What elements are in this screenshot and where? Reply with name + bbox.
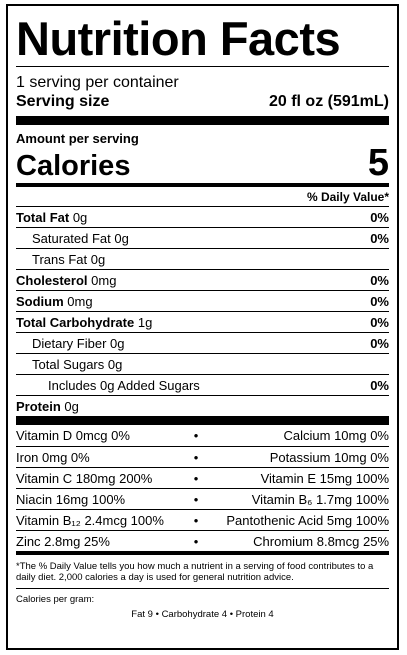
protein-calories: Protein 4 xyxy=(235,609,274,620)
nutrient-row-total-carbohydrate xyxy=(16,311,389,332)
serving-size-label: Serving size xyxy=(16,93,110,110)
carbohydrate-calories: Carbohydrate 4 xyxy=(161,609,228,620)
vitamin-left: Zinc 2.8mg 25% xyxy=(16,533,110,549)
nutrient-name: Dietary Fiber xyxy=(32,335,107,351)
calories-value: 5 xyxy=(367,142,389,184)
footnote: *The % Daily Value tells you how much a nutrient in a serving of food contributes to a daily diet. 2,000 calories a day is used for general nutrition advice. xyxy=(16,561,374,583)
nutrient-dv: 0% xyxy=(370,377,389,393)
nutrient-row-total-fat xyxy=(16,206,389,227)
vitamin-right: Potassium 10mg 0% xyxy=(269,449,389,465)
serving-size-value: 20 fl oz (591mL) xyxy=(268,93,389,110)
nutrient-name: Saturated Fat xyxy=(32,230,111,246)
amount-per-serving: Amount per serving xyxy=(16,131,139,146)
bullet-separator: • xyxy=(193,533,199,549)
nutrient-dv: 0% xyxy=(370,230,389,246)
nutrient-dv: 0% xyxy=(370,293,389,309)
bullet-separator: • xyxy=(193,470,199,486)
nutrient-row-dietary-fiber xyxy=(16,332,389,353)
vitamin-right: Chromium 8.8mcg 25% xyxy=(253,533,389,549)
vitamin-left: Vitamin D 0mcg 0% xyxy=(16,428,130,443)
nutrient-amount: 0mg xyxy=(91,272,117,288)
nutrient-dv: 0% xyxy=(370,272,389,288)
vitamin-row xyxy=(16,467,389,488)
calories-row xyxy=(16,142,389,184)
vitamin-right: Pantothenic Acid 5mg 100% xyxy=(226,512,389,528)
nutrient-row-added-sugars xyxy=(16,374,389,395)
nutrient-name: Includes 0g Added Sugars xyxy=(48,377,200,393)
calories-per-gram-label: Calories per gram: xyxy=(16,594,95,605)
vitamin-right: Calcium 10mg 0% xyxy=(283,428,389,443)
nutrient-name: Sodium xyxy=(16,293,64,309)
nutrient-dv: 0% xyxy=(370,335,389,351)
daily-value-header: % Daily Value* xyxy=(306,190,389,204)
nutrient-row-sodium xyxy=(16,290,389,311)
calories-label: Calories xyxy=(16,150,131,182)
nutrient-amount: 0g xyxy=(64,398,79,414)
nutrient-dv: 0% xyxy=(370,209,389,225)
nutrient-amount: 0g xyxy=(107,356,123,372)
nutrient-row-saturated-fat xyxy=(16,227,389,248)
nutrient-name: Total Fat xyxy=(16,209,70,225)
bullet-separator: • xyxy=(193,428,199,443)
vitamin-row xyxy=(16,509,389,530)
nutrient-amount: 0g xyxy=(114,230,129,246)
vitamins-section xyxy=(16,425,389,551)
bullet-separator: • xyxy=(193,449,199,465)
nutrient-row-trans-fat xyxy=(16,248,389,269)
fat-calories: Fat 9 xyxy=(131,609,153,620)
bullet-separator: • xyxy=(193,491,199,507)
nutrient-name: Total Sugars xyxy=(32,356,105,372)
serving-size-row xyxy=(16,92,389,116)
nutrient-amount: 0g xyxy=(110,335,125,351)
thick-divider xyxy=(16,416,389,425)
nutrient-amount: 0mg xyxy=(67,293,93,309)
nutrient-amount: 0g xyxy=(72,209,88,225)
vitamin-row xyxy=(16,446,389,467)
bullet-separator: • xyxy=(155,609,159,620)
vitamin-row xyxy=(16,488,389,509)
vitamin-row xyxy=(16,530,389,551)
vitamin-left: Vitamin C 180mg 200% xyxy=(16,470,153,486)
nutrient-name: Protein xyxy=(16,398,61,414)
label-title: Nutrition Facts xyxy=(16,12,341,65)
nutrient-dv: 0% xyxy=(370,314,389,330)
nutrient-name: Trans Fat xyxy=(32,251,88,267)
servings-per-container: 1 serving per container xyxy=(16,74,179,91)
bullet-separator: • xyxy=(193,512,199,528)
nutrient-amount: 0g xyxy=(90,251,106,267)
nutrient-row-total-sugars xyxy=(16,353,389,374)
calories-per-gram-values xyxy=(16,605,389,620)
vitamin-right: Vitamin B₆ 1.7mg 100% xyxy=(251,491,389,507)
nutrient-name: Total Carbohydrate xyxy=(16,314,135,330)
vitamin-right: Vitamin E 15mg 100% xyxy=(260,470,389,486)
nutrient-name: Cholesterol xyxy=(16,272,88,288)
thick-divider xyxy=(16,116,389,125)
vitamin-left: Vitamin B₁₂ 2.4mcg 100% xyxy=(16,512,164,528)
vitamin-row xyxy=(16,425,389,446)
nutrient-row-protein xyxy=(16,395,389,416)
nutrient-amount: 1g xyxy=(137,314,153,330)
vitamin-left: Niacin 16mg 100% xyxy=(16,491,126,507)
nutrient-row-cholesterol xyxy=(16,269,389,290)
bullet-separator: • xyxy=(229,609,234,620)
nutrition-facts-label xyxy=(6,4,399,650)
vitamin-left: Iron 0mg 0% xyxy=(16,449,90,465)
